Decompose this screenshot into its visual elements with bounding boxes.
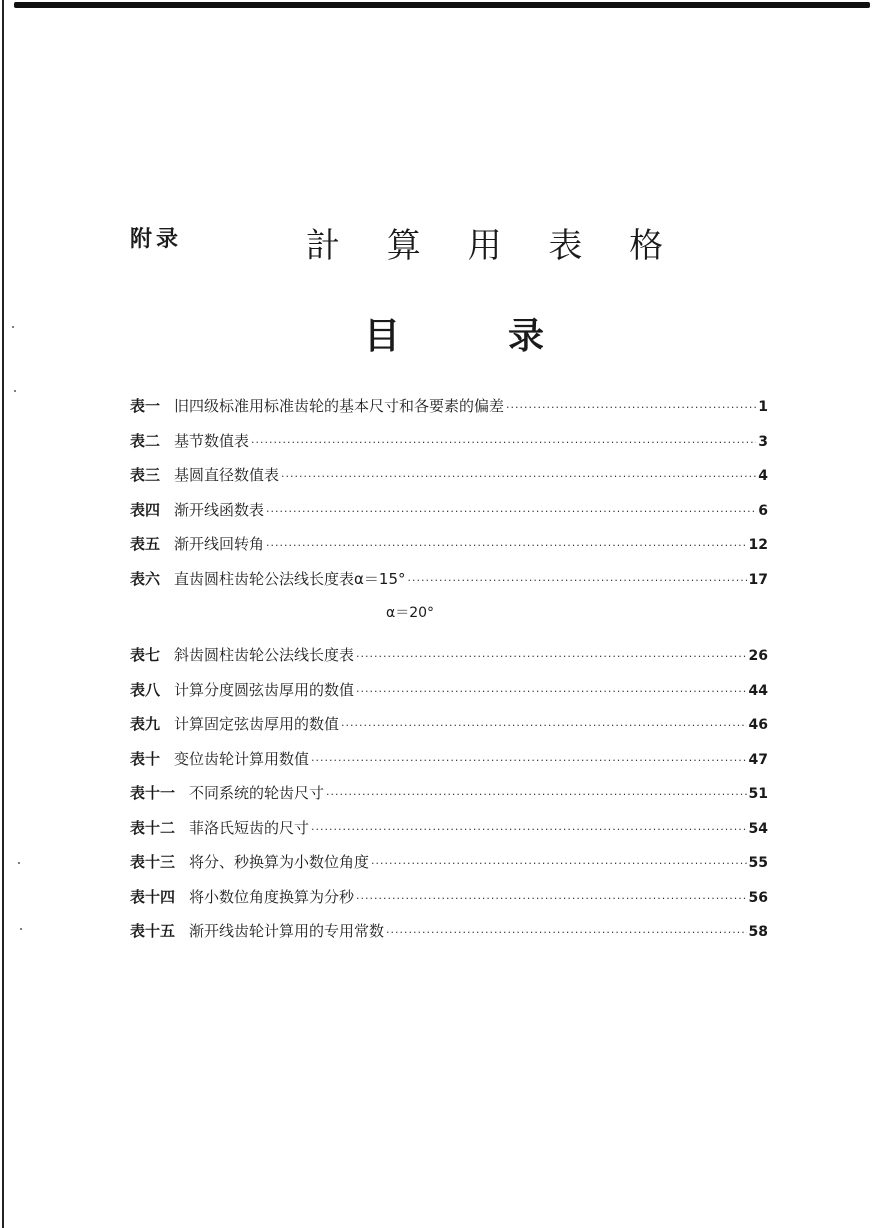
toc-entry-title: 计算固定弦齿厚用的数值 — [174, 715, 340, 733]
toc-entry-subline — [130, 602, 768, 644]
toc-leader-dots — [506, 401, 756, 414]
toc-leader-dots — [266, 539, 746, 552]
page-title: 計 算 用 表 格 — [306, 226, 682, 266]
toc-entry-number: 表六 — [130, 569, 161, 588]
toc-entry-title: 不同系统的轮齿尺寸 — [189, 784, 325, 802]
toc-leader-dots — [266, 505, 756, 518]
toc-entry-number: 表八 — [130, 680, 161, 699]
toc-leader-dots — [408, 574, 747, 587]
toc-entry[interactable] — [130, 817, 768, 852]
toc-entry[interactable] — [130, 644, 768, 679]
toc-entry-title: 将分、秒换算为小数位角度 — [189, 853, 370, 871]
toc-entry-page: 4 — [758, 468, 768, 484]
toc-entry[interactable] — [130, 464, 768, 499]
toc-entry-title: 斜齿圆柱齿轮公法线长度表 — [174, 646, 355, 664]
toc-entry-page: 51 — [748, 786, 768, 802]
scan-speck — [12, 326, 14, 328]
toc-entry-title: 直齿圆柱齿轮公法线长度表α＝15° — [174, 569, 406, 588]
toc-entry-page: 12 — [748, 537, 768, 553]
toc-leader-dots — [311, 754, 746, 767]
toc-entry-title: 基节数值表 — [174, 431, 250, 450]
appendix-label: 附录 — [130, 227, 183, 252]
toc-entry-page: 55 — [748, 855, 768, 871]
scan-speck — [14, 390, 16, 392]
toc-entry-title: 变位齿轮计算用数值 — [174, 749, 310, 768]
toc-leader-dots — [341, 719, 746, 732]
toc-leader-dots — [356, 892, 746, 905]
toc-entry[interactable] — [130, 748, 768, 783]
toc-entry-title: 渐开线齿轮计算用的专用常数 — [189, 922, 385, 940]
toc-entry-number: 表七 — [130, 646, 161, 664]
toc-entry-number: 表十五 — [130, 922, 176, 940]
toc-leader-dots — [356, 685, 746, 698]
toc-entry[interactable] — [130, 533, 768, 568]
toc-heading-left: 目 — [364, 316, 401, 357]
toc-entry[interactable] — [130, 886, 768, 921]
toc-entry-title: 渐开线回转角 — [174, 535, 265, 553]
toc-entry-page: 54 — [748, 820, 768, 837]
toc-entry[interactable] — [130, 920, 768, 955]
toc-entry-page: 44 — [748, 682, 768, 699]
toc-entry-number: 表十四 — [130, 887, 176, 906]
toc-list — [130, 395, 768, 955]
toc-leader-dots — [326, 788, 746, 801]
toc-entry[interactable] — [130, 568, 768, 603]
scan-speck — [20, 928, 22, 930]
toc-leader-dots — [386, 926, 746, 939]
toc-leader-dots — [251, 436, 756, 449]
top-border-rule — [14, 2, 870, 8]
toc-entry-number: 表十一 — [130, 784, 176, 802]
toc-entry-title: 基圆直径数值表 — [174, 466, 280, 484]
toc-entry[interactable] — [130, 851, 768, 886]
toc-entry-number: 表一 — [130, 397, 161, 415]
toc-entry-number: 表九 — [130, 715, 161, 733]
toc-subline-text: α＝20° — [386, 605, 435, 621]
toc-entry-number: 表十 — [130, 749, 161, 768]
toc-heading — [364, 308, 544, 359]
toc-entry-number: 表十二 — [130, 818, 176, 837]
toc-entry-page: 1 — [758, 399, 768, 415]
toc-entry-number: 表四 — [130, 500, 161, 519]
toc-entry-title: 计算分度圆弦齿厚用的数值 — [174, 680, 355, 699]
toc-entry-number: 表二 — [130, 431, 161, 450]
toc-entry-page: 46 — [748, 717, 768, 733]
toc-entry-page: 6 — [758, 502, 768, 519]
toc-entry[interactable] — [130, 430, 768, 465]
toc-entry-page: 3 — [758, 433, 768, 450]
toc-entry-title: 旧四级标准用标准齿轮的基本尺寸和各要素的偏差 — [174, 397, 505, 415]
toc-entry-page: 58 — [748, 924, 768, 940]
toc-heading-right: 录 — [507, 316, 544, 357]
toc-entry-number: 表十三 — [130, 853, 176, 871]
left-border-rule — [2, 0, 4, 1228]
toc-entry[interactable] — [130, 782, 768, 817]
toc-entry-title: 将小数位角度换算为分秒 — [189, 887, 355, 906]
toc-entry-number: 表三 — [130, 466, 161, 484]
toc-entry-title: 菲洛氏短齿的尺寸 — [189, 818, 310, 837]
toc-entry-page: 56 — [748, 889, 768, 906]
toc-leader-dots — [371, 857, 746, 870]
toc-leader-dots — [311, 823, 746, 836]
toc-entry[interactable] — [130, 713, 768, 748]
toc-entry-page: 47 — [748, 751, 768, 768]
toc-entry[interactable] — [130, 679, 768, 714]
toc-entry[interactable] — [130, 395, 768, 430]
toc-entry[interactable] — [130, 499, 768, 534]
toc-entry-page: 26 — [748, 648, 768, 664]
toc-leader-dots — [356, 650, 746, 663]
scan-speck — [18, 862, 20, 864]
toc-entry-title: 渐开线函数表 — [174, 500, 265, 519]
toc-leader-dots — [281, 470, 756, 483]
toc-entry-number: 表五 — [130, 535, 161, 553]
toc-entry-page: 17 — [748, 571, 768, 588]
